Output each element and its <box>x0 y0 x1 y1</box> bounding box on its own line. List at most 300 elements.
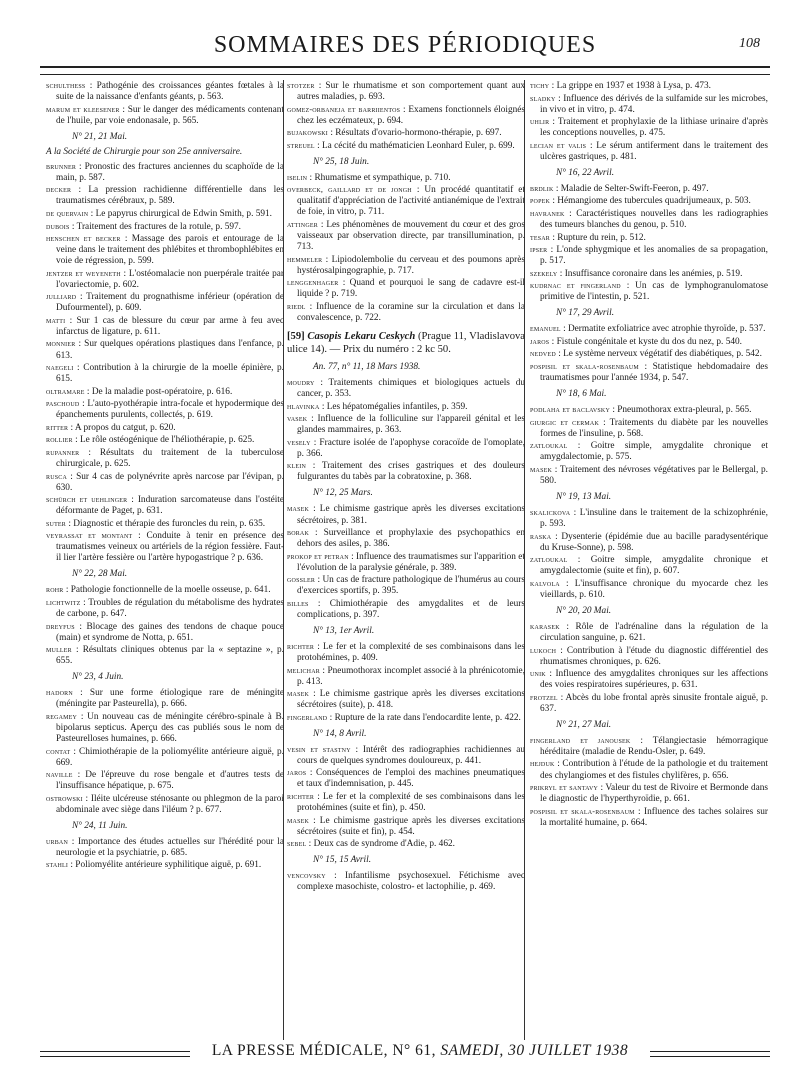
entry-title: : Influence des taches solaires sur la mortalité humaine, p. 664. <box>540 806 768 828</box>
entry-title: : De la maladie post-opératoire, p. 616. <box>86 386 233 397</box>
summary-entry <box>287 127 525 139</box>
entry-authors: hadorn <box>46 688 73 698</box>
entry-authors: sebel <box>287 839 307 849</box>
summary-entry <box>46 769 284 792</box>
issue-heading: N° 16, 22 Avril. <box>556 167 615 178</box>
entry-title: : Le papyrus chirurgical de Edwin Smith, p. 591. <box>90 208 272 219</box>
entry-title: : Le chimisme gastrique après les diverses excitations sécrétoires (suite), p. 418. <box>297 689 525 711</box>
entry-authors: matti <box>46 315 66 325</box>
entry-authors: iselin <box>287 172 308 182</box>
entry-authors: masek <box>287 504 310 514</box>
entry-title: : Rhumatisme et sympathique, p. 710. <box>309 172 451 183</box>
summary-entry <box>530 440 768 463</box>
summary-entry <box>287 80 525 103</box>
summary-entry <box>530 268 768 280</box>
entry-authors: dubois <box>46 221 70 231</box>
summary-entry <box>530 645 768 668</box>
entry-title: : Conduite à tenir en présence des traumatismes veineux ou artériels de la région fessière. Faut-il lier l'artère fessière ou l'artère hypogastrique ? p. 636. <box>56 531 285 564</box>
page-header <box>40 30 770 60</box>
entry-title: : Le rôle ostéogénique de l'héliothérapie, p. 625. <box>75 435 255 446</box>
summary-entry <box>287 184 525 218</box>
entry-title: : Deux cas de syndrome d'Adie, p. 462. <box>308 839 455 850</box>
summary-entry <box>530 208 768 231</box>
column-left <box>46 80 284 872</box>
entry-authors: vesin et stastny <box>287 744 351 754</box>
entry-authors: unik <box>530 669 546 679</box>
summary-entry <box>46 233 284 267</box>
entry-authors: vasek <box>287 414 308 424</box>
summary-entry <box>46 494 284 517</box>
entry-authors: frotzel <box>530 692 558 702</box>
entry-title: : Caractéristiques nouvelles dans les radiographies des tumeurs blanches du genou, p. 510. <box>540 208 768 231</box>
summary-entry <box>287 815 525 838</box>
entry-authors: emanuel <box>530 324 561 334</box>
entry-title: : La cécité du mathématicien Leonhard Euler, p. 699. <box>317 140 515 151</box>
summary-entry <box>46 315 284 338</box>
entry-authors: rohr <box>46 585 64 595</box>
entry-title: : Maladie de Selter-Swift-Feeron, p. 497. <box>555 183 709 194</box>
entry-title: : Contribution à la chirurgie de la moelle épinière, p. 615. <box>56 363 284 385</box>
entry-title: : Influence de la coramine sur la circulation et dans la convalescence, p. 722. <box>297 301 525 323</box>
entry-authors: havranek <box>530 208 565 218</box>
summary-entry <box>287 574 525 597</box>
entry-title: : Les phénomènes de mouvement du cœur et des gros vaisseaux par observation directe, par transillumination, p. 713. <box>297 220 526 253</box>
summary-entry <box>530 348 768 360</box>
summary-entry <box>46 859 284 871</box>
entry-title: : Influence des amygdalites chroniques sur les affections des voies respiratoires supérieures, p. 631. <box>540 669 768 691</box>
entry-authors: riedl <box>287 301 306 311</box>
entry-title: : Pathogénie des croissances géantes fœtales à la suite de la naissance d'enfants géants, p. 563. <box>56 81 284 103</box>
journal-number: [59] <box>287 330 305 342</box>
summary-entry <box>530 464 768 487</box>
entry-title: : Induration sarcomateuse dans l'ostéite déformante de Paget, p. 631. <box>56 495 285 517</box>
issue-heading: N° 21, 21 Mai. <box>72 131 128 142</box>
journal-name: Casopis Lekaru Ceskych <box>307 330 416 342</box>
entry-title: : Un cas de lymphogranulomatose primitive de l'intestin, p. 521. <box>540 281 769 303</box>
entry-title: : A propos du catgut, p. 620. <box>70 422 176 433</box>
summary-entry <box>530 183 768 195</box>
entry-title: : Traitement des névroses végétatives par le Bellergal, p. 580. <box>540 464 768 486</box>
summary-entry <box>287 870 525 893</box>
entry-authors: brdlik <box>530 183 554 193</box>
entry-title: : Sur 1 cas de blessure du cœur par arme à feu avec infarctus de ligature, p. 611. <box>56 315 284 337</box>
summary-entry <box>46 836 284 859</box>
summary-entry <box>287 254 525 277</box>
entry-authors: pospisil et skala-rosenbaum <box>530 362 639 372</box>
entry-title: : Résultats d'ovario-hormono-thérapie, p. 697. <box>330 128 502 139</box>
entry-title: : Pronostic des fractures anciennes du scaphoïde de la main, p. 587. <box>56 161 284 183</box>
entry-title: : Sur quelques opérations plastiques dans l'enfance, p. 613. <box>56 339 284 361</box>
entry-authors: gomez-orbaneja et barriientos <box>287 104 401 114</box>
entry-authors: karasek <box>530 621 560 631</box>
summary-entry <box>530 232 768 244</box>
entry-authors: muller <box>46 645 72 655</box>
summary-entry <box>287 460 525 483</box>
issue-heading: N° 18, 6 Mai. <box>556 389 607 400</box>
entry-title: : Infantilisme psychosexuel. Fétichisme avec complexe masochiste, colostro- et lactophilie, p. 469. <box>297 871 525 893</box>
entry-title: : Le fer et la complexité de ses combinaisons dans les protohémines (suite et fin), p. 450. <box>297 792 525 814</box>
summary-entry <box>287 401 525 413</box>
summary-entry <box>46 422 284 434</box>
summary-entry <box>46 104 284 127</box>
entry-authors: raska <box>530 531 552 541</box>
entry-authors: monnier <box>46 339 76 349</box>
entry-title: : Pneumothorax incomplet associé à la phrénicotomie, p. 413. <box>297 665 525 687</box>
column-divider-2 <box>524 80 525 1040</box>
summary-entry <box>287 688 525 711</box>
column-middle <box>287 80 525 894</box>
entry-authors: lukoch <box>530 645 557 655</box>
entry-authors: hemmeler <box>287 254 323 264</box>
entry-title: : Contribution à l'étude de la pathologie et du traitement des chylangiomes et des fistules chylifères, p. 656. <box>540 759 768 781</box>
summary-entry <box>287 172 525 184</box>
summary-entry <box>46 584 284 596</box>
entry-authors: masek <box>287 815 310 825</box>
entry-title: : L'insuffisance chronique du myocarde chez les vieillards, p. 610. <box>540 578 768 600</box>
entry-title: : Le chimisme gastrique après les diverses excitations sécrétoires (suite et fin), p. 454. <box>297 815 525 837</box>
issue-heading: N° 25, 18 Juin. <box>313 156 370 167</box>
summary-entry <box>46 80 284 103</box>
entry-title: : Contribution à l'étude du diagnostic différentiel des rhumatismes chroniques, p. 626. <box>540 645 769 667</box>
entry-authors: brunner <box>46 161 77 171</box>
entry-authors: podlaha et baclavsky <box>530 405 610 415</box>
entry-authors: uhlir <box>530 117 550 127</box>
entry-title: : Traitement des fractures de la rotule, p. 597. <box>71 221 241 232</box>
entry-authors: popek <box>530 196 551 206</box>
entry-authors: marum et kleesener <box>46 104 120 114</box>
summary-entry <box>530 806 768 829</box>
summary-entry <box>46 447 284 470</box>
summary-entry <box>530 554 768 577</box>
issue-heading: N° 13, 1er Avril. <box>313 625 375 636</box>
entry-authors: ostrowski <box>46 793 83 803</box>
entry-authors: henschen et becker <box>46 234 121 244</box>
summary-entry <box>46 208 284 220</box>
summary-entry <box>530 244 768 267</box>
entry-title: : Troubles de régulation du métabolisme des hydrates de carbone, p. 647. <box>56 597 284 620</box>
entry-title: : L'onde sphygmique et les anomalies de sa propagation, p. 517. <box>540 245 768 267</box>
journal-details: (Prague 11, Vladislavova ulice 14). — Prix du numéro : 2 kc 50. <box>287 330 525 355</box>
summary-entry <box>530 692 768 715</box>
page-footer <box>40 1042 770 1064</box>
page-number: 108 <box>739 36 760 51</box>
summary-entry <box>287 551 525 574</box>
column-divider-1 <box>283 80 284 1040</box>
entry-authors: gossler <box>287 575 316 585</box>
issue-heading: N° 21, 27 Mai. <box>556 719 612 730</box>
entry-title: : Sur le rhumatisme et son comportement quant aux autres maladies, p. 693. <box>297 81 526 103</box>
entry-title: : Goitre simple, amygdalite chronique et amygdalectomie (suite et fin), p. 607. <box>540 555 769 577</box>
summary-entry <box>530 80 768 92</box>
entry-title: : La pression rachidienne différentielle dans les traumatismes cérébraux, p. 589. <box>56 185 284 207</box>
summary-entry <box>530 417 768 440</box>
entry-title: : Conséquences de l'emploi des machines pneumatiques et taux d'indemnisation, p. 445. <box>297 768 525 790</box>
summary-entry <box>287 413 525 436</box>
summary-entry <box>530 782 768 805</box>
entry-authors: richter <box>287 641 315 651</box>
entry-authors: masek <box>530 464 553 474</box>
summary-entry <box>46 362 284 385</box>
summary-entry <box>46 386 284 398</box>
entry-authors: kudrnac et fingerland <box>530 281 621 291</box>
entry-title: : Pneumothorax extra-pleural, p. 565. <box>612 405 752 416</box>
entry-authors: lichtwitz <box>46 597 81 607</box>
entry-authors: de quervain <box>46 208 89 218</box>
entry-authors: attinger <box>287 220 318 230</box>
summary-entry <box>46 398 284 421</box>
header-double-rule <box>40 66 770 75</box>
entry-authors: vencovsky <box>287 871 326 881</box>
summary-entry <box>46 471 284 494</box>
entry-authors: zatloukal <box>530 555 568 565</box>
entry-title: : Surveillance et prophylaxie des psychopathics en dehors des asiles, p. 386. <box>297 528 525 550</box>
entry-title: : Quand et pourquoi le sang de cadavre est-il liquide ? p. 719. <box>297 278 525 300</box>
entry-title: : La grippe en 1937 et 1938 à Lysa, p. 473. <box>551 81 711 91</box>
entry-authors: rusca <box>46 471 68 481</box>
entry-title: : Statistique hebdomadaire des traumatismes pour l'année 1934, p. 547. <box>540 362 768 384</box>
summary-entry <box>287 641 525 664</box>
summary-entry <box>46 793 284 816</box>
column-right <box>530 80 768 829</box>
entry-authors: zatloukal <box>530 441 568 451</box>
summary-entry <box>287 377 525 400</box>
entry-authors: naegeli <box>46 363 74 373</box>
summary-entry <box>287 744 525 767</box>
summary-entry <box>530 404 768 416</box>
entry-title: : Lipiodolembolie du cerveau et des poumons après hystérosalpingographie, p. 717. <box>297 254 526 276</box>
summary-entry <box>530 336 768 348</box>
summary-entry <box>530 621 768 644</box>
entry-title: : Poliomyélite antérieure syphilitique aiguë, p. 691. <box>70 860 262 871</box>
entry-authors: pospisil et skala-rosenbaum <box>530 806 635 816</box>
entry-title: : Rôle de l'adrénaline dans la régulation de la circulation sanguine, p. 621. <box>540 621 768 644</box>
entry-authors: jaros <box>287 768 307 778</box>
entry-authors: ipser <box>530 245 548 255</box>
entry-authors: borak <box>287 528 310 538</box>
entry-title: : Examens fonctionnels éloignés chez les eczémateux, p. 694. <box>297 104 525 126</box>
entry-title: : Iléite ulcéreuse sténosante ou phlegmon de la paroi abdominale avec siège dans l'iléum ? p. 677. <box>56 793 284 815</box>
entry-title: : Fistule congénitale et kyste du dos du nez, p. 540. <box>551 336 742 347</box>
entry-title: : Fracture isolée de l'apophyse coracoïde de l'omoplate, p. 366. <box>297 437 525 459</box>
entry-title: : Intérêt des radiographies rachidiennes au cours de quelques syndromes douloureux, p. 441. <box>297 744 525 766</box>
entry-title: : Influence des dérivés de la sulfamide sur les microbes, in vivo et in vitro, p. 474. <box>540 93 768 115</box>
summary-entry <box>46 530 284 564</box>
entry-authors: moudry <box>287 377 315 387</box>
entry-authors: suter <box>46 518 67 528</box>
summary-entry <box>287 219 525 253</box>
summary-entry <box>46 268 284 291</box>
summary-entry <box>530 195 768 207</box>
entry-title: : Sur le danger des médicaments contenant de l'huile, par voie endonasale, p. 565. <box>56 104 284 126</box>
entry-title: : Valeur du test de Rivoire et Bermonde dans le diagnostic de l'hyperthyroïdie, p. 661. <box>540 783 769 805</box>
entry-title: : Abcès du lobe frontal après sinusite frontale aiguë, p. 637. <box>540 692 768 714</box>
entry-title: : L'insuline dans le traitement de la schizophrénie, p. 593. <box>540 508 768 530</box>
entry-title: : Traitements chimiques et biologiques actuels du cancer, p. 353. <box>297 377 525 400</box>
entry-authors: szekely <box>530 268 558 278</box>
summary-entry <box>46 221 284 233</box>
entry-authors: schürch et uehlinger <box>46 495 128 505</box>
entry-title: : Influence de la folliculine sur l'appareil génital et les glandes mammaires, p. 363. <box>297 414 526 436</box>
entry-title: : Rupture de la rate dans l'endocardite lente, p. 422. <box>329 712 521 723</box>
page-title: SOMMAIRES DES PÉRIODIQUES <box>213 32 597 58</box>
entry-title: : Résultats du traitement de la tuberculose chirurgicale, p. 625. <box>56 447 285 469</box>
summary-entry <box>287 140 525 152</box>
entry-authors: streuel <box>287 140 315 150</box>
entry-authors: kalvola <box>530 578 560 588</box>
summary-entry <box>287 712 525 724</box>
entry-title: : Traitement du prognathisme inférieur (opération de Dufourmentel), p. 609. <box>56 292 285 314</box>
entry-title: : Blocage des gaines des tendons de chaque pouce (main) et syndrome de Notta, p. 651. <box>56 621 284 643</box>
summary-entry <box>530 361 768 384</box>
issue-heading: N° 15, 15 Avril. <box>313 855 372 866</box>
entry-authors: lecian et valis <box>530 140 587 150</box>
entry-authors: hlavinka <box>287 401 320 411</box>
entry-title: : Un cas de fracture pathologique de l'humérus au cours d'exercices sportifs, p. 395. <box>297 575 525 597</box>
issue-heading: N° 19, 13 Mai. <box>556 492 612 502</box>
issue-heading: N° 20, 20 Mai. <box>556 605 612 616</box>
entry-title: : Traitements du diabète par les nouvelles formes de l'insuline, p. 568. <box>540 417 768 439</box>
entry-title: : Un nouveau cas de méningite cérébro-spinale à B. bipolarus septicus. Aperçu des cas publiés sous le nom de Pasteurelloses humaines, p. 666. <box>56 711 284 744</box>
footer-rule-left <box>40 1051 190 1057</box>
entry-authors: giurgic et cermak <box>530 417 599 427</box>
entry-title: : Le système nerveux végétatif des diabétiques, p. 542. <box>558 349 762 360</box>
footer-text <box>200 1042 640 1060</box>
summary-entry <box>287 838 525 850</box>
entry-title: : Les hépatomégalies infantiles, p. 359. <box>321 401 468 412</box>
entry-authors: oltramare <box>46 386 85 396</box>
entry-authors: jentzer et weyeneth <box>46 268 121 278</box>
footer-rule-right <box>650 1051 770 1057</box>
entry-title: : Un procédé quantitatif et qualitatif d'appréciation de l'activité antianémique de l'extrait de foie, in vitro, p. 711. <box>297 185 525 218</box>
entry-authors: klein <box>287 461 306 471</box>
summary-entry <box>530 668 768 691</box>
summary-entry <box>46 434 284 446</box>
summary-entry <box>46 161 284 184</box>
entry-authors: ritter <box>46 422 69 432</box>
journal-heading <box>287 330 525 356</box>
entry-authors: richter <box>287 792 315 802</box>
summary-entry <box>530 93 768 116</box>
summary-entry <box>287 503 525 526</box>
entry-authors: urban <box>46 836 69 846</box>
summary-entry <box>287 277 525 300</box>
entry-title: : Chimiothérapie des amygdalites et de leurs complications, p. 397. <box>297 598 525 620</box>
entry-authors: dreyfus <box>46 621 75 631</box>
entry-authors: masek <box>287 689 310 699</box>
summary-entry <box>46 518 284 530</box>
entry-authors: jaros <box>530 336 550 346</box>
entry-title: : De l'épreuve du rose bengale et d'autres tests de l'insuffisance hépatique, p. 675. <box>56 770 285 792</box>
entry-authors: tesar <box>530 232 551 242</box>
entry-title: : Diagnostic et thérapie des furoncles du rein, p. 635. <box>68 518 266 529</box>
summary-entry <box>530 116 768 139</box>
entry-title: : Goitre simple, amygdalite chronique et amygdalectomie, p. 575. <box>540 441 769 463</box>
entry-title: : Le fer et la complexité de ses combinaisons dans les protohémines, p. 409. <box>297 641 525 664</box>
entry-authors: prikryl et santavy <box>530 783 599 793</box>
summary-entry <box>530 531 768 554</box>
entry-authors: naville <box>46 770 73 780</box>
entry-title: : Massage des parois et entourage de la veine dans le traitement des phlébites et thrombophlébites en voie de régression, p. 599. <box>56 234 285 267</box>
summary-entry <box>287 104 525 127</box>
entry-title: : Le chimisme gastrique après les diverses excitations sécrétoires, p. 381. <box>297 504 525 526</box>
entry-authors: nedved <box>530 349 556 359</box>
entry-authors: rollier <box>46 435 73 445</box>
issue-heading: N° 12, 25 Mars. <box>313 488 373 499</box>
summary-entry <box>287 665 525 688</box>
summary-entry <box>46 291 284 314</box>
entry-title: : Dysenterie (épidémie due au bacille paradysentérique du Kruse-Sonne), p. 598. <box>540 531 768 553</box>
entry-authors: decker <box>46 185 72 195</box>
summary-entry <box>530 507 768 530</box>
entry-authors: julliard <box>46 292 77 302</box>
entry-title: : Hémangiome des tubercules quadrijumeaux, p. 503. <box>552 196 751 207</box>
entry-authors: hejduk <box>530 759 555 769</box>
entry-title: : Traitement et prophylaxie de la lithiase urinaire d'après les conceptions nouvelles, p. 475. <box>540 117 769 139</box>
summary-entry <box>530 735 768 758</box>
summary-entry <box>46 746 284 769</box>
entry-authors: veyrassat et montant <box>46 531 133 541</box>
summary-entry <box>287 437 525 460</box>
summary-entry <box>530 758 768 781</box>
entry-authors: tichy <box>530 81 550 90</box>
entry-title: : Traitement des crises gastriques et des douleurs fulgurantes du tabès par la cobratoxine, p. 368. <box>297 461 525 483</box>
entry-authors: billes <box>287 598 309 608</box>
entry-authors: contat <box>46 746 71 756</box>
entry-title: : Rupture du rein, p. 512. <box>552 232 646 243</box>
entry-title: : Télangiectasie hémorragique héréditaire (maladie de Rendu-Osler, p. 649. <box>540 735 768 757</box>
entry-authors: melichar <box>287 665 320 675</box>
summary-entry <box>46 621 284 644</box>
summary-entry <box>46 687 284 710</box>
entry-authors: overbeck, gaillard et de jongh <box>287 185 412 195</box>
entry-authors: prokop et petran <box>287 551 349 561</box>
summary-entry <box>530 280 768 303</box>
entry-authors: rupanner <box>46 447 80 457</box>
summary-entry <box>46 597 284 620</box>
entry-authors: vesely <box>287 437 311 447</box>
entry-authors: paschoud <box>46 399 80 409</box>
footer-date: SAMEDI, 30 JUILLET 1938 <box>440 1042 629 1059</box>
entry-title: : Le sérum antiferment dans le traitement des ulcères gastriques, p. 481. <box>540 140 769 162</box>
issue-heading: N° 23, 4 Juin. <box>72 672 124 683</box>
entry-authors: lenggenhager <box>287 278 339 288</box>
entry-authors: skalickova <box>530 508 571 518</box>
summary-entry <box>530 323 768 335</box>
summary-entry <box>287 301 525 324</box>
summary-entry <box>287 598 525 621</box>
summary-entry <box>46 711 284 745</box>
summary-entry <box>287 527 525 550</box>
summary-entry <box>287 767 525 790</box>
summary-entry <box>46 338 284 361</box>
entry-authors: stotzer <box>287 81 315 90</box>
issue-heading: N° 17, 29 Avril. <box>556 308 615 319</box>
issue-heading: N° 14, 8 Avril. <box>313 728 367 739</box>
entry-authors: fingerland et janousek <box>530 735 631 745</box>
entry-title: : Insuffisance coronaire dans les anémies, p. 519. <box>559 268 743 279</box>
entry-authors: sladky <box>530 93 556 103</box>
entry-title: : Dermatite exfoliatrice avec atrophie thyroïde, p. 537. <box>563 324 766 335</box>
issue-heading: N° 24, 11 Juin. <box>72 820 128 831</box>
entry-authors: schulthess <box>46 81 86 90</box>
entry-title: : Influence des traumatismes sur l'apparition et l'évolution de la paralysie générale, p. 389. <box>297 551 525 573</box>
summary-entry <box>287 791 525 814</box>
summary-entry <box>530 578 768 601</box>
entry-title: : L'ostéomalacie non puerpérale traitée par l'ovariectomie, p. 602. <box>56 268 284 290</box>
entry-authors: bujakowski <box>287 128 328 138</box>
summary-entry <box>46 644 284 667</box>
entry-authors: stahli <box>46 860 69 870</box>
